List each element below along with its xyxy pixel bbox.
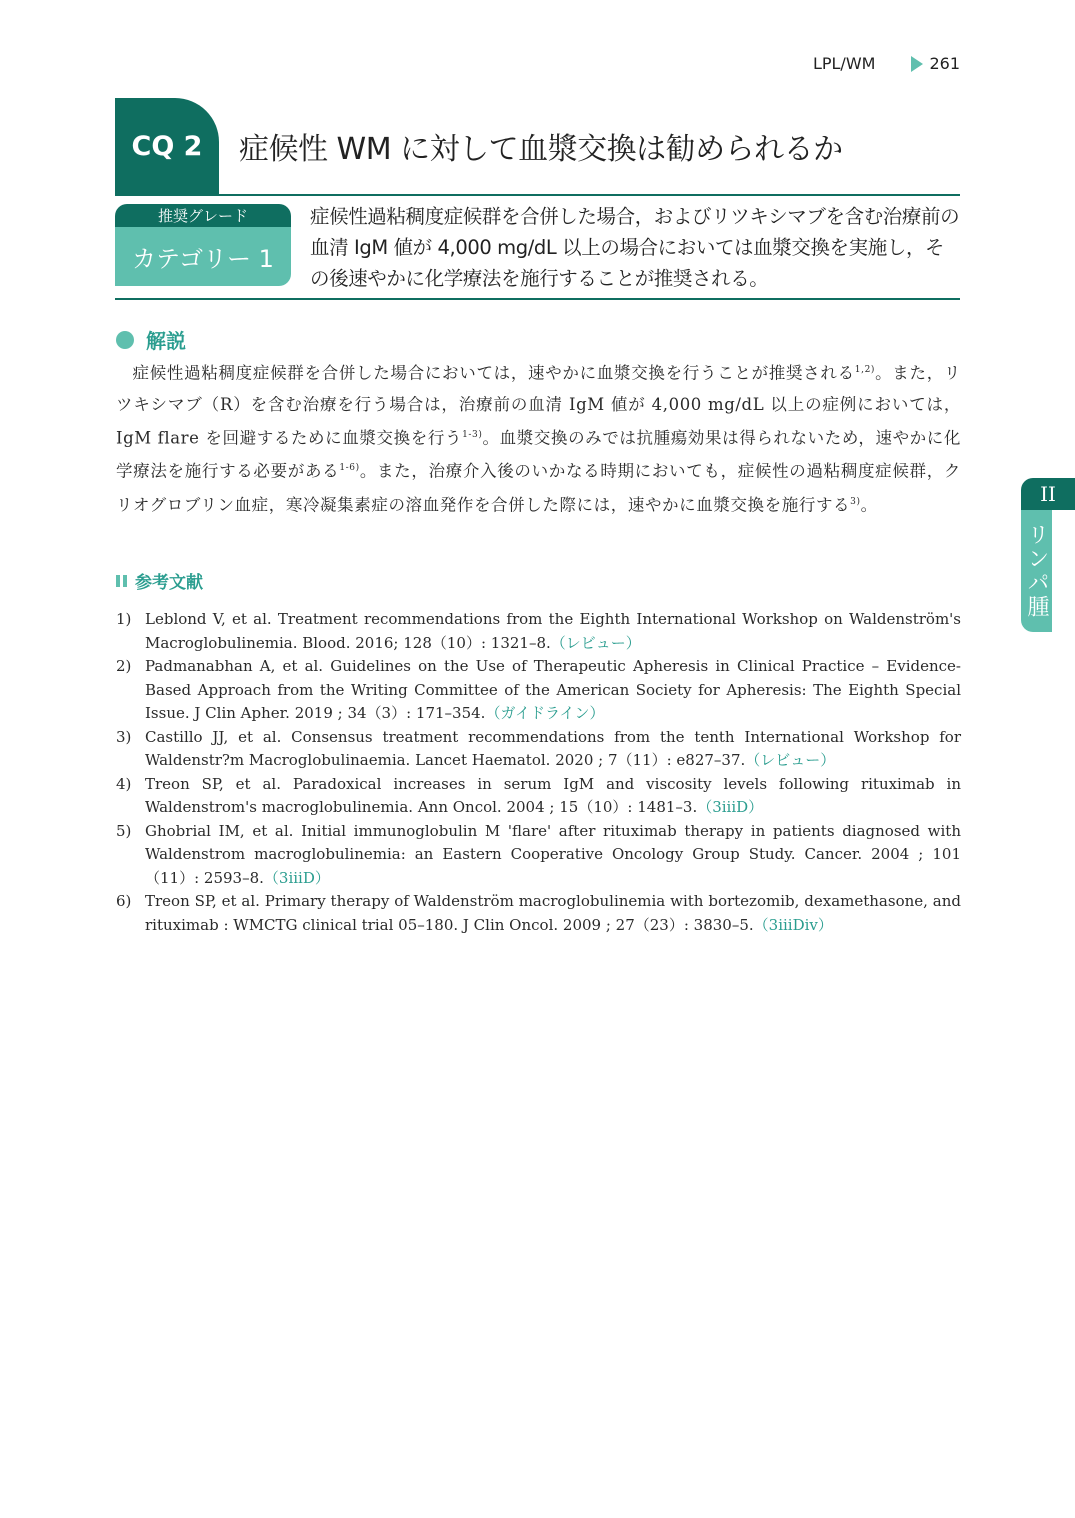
reference-list bbox=[116, 608, 961, 937]
reference-text: Treon SP, et al. Paradoxical increases in serum IgM and viscosity levels following rituximab in Waldenstrom's macroglobulinemia. Ann Oncol. 2004 ; 15（10）: 1481–3. bbox=[145, 774, 961, 816]
chapter-side-tab bbox=[1021, 478, 1075, 632]
commentary-text: 。また，治療介入後のいかなる時期においても，症候性の過粘稠度症候群，クリオグロブリン血症，寒冷凝集素症の溶血発作を合併した際には，速やかに血漿交換を施行する bbox=[116, 461, 961, 514]
triangle-icon bbox=[911, 56, 923, 72]
reference-text: Leblond V, et al. Treatment recommendations from the Eighth International Workshop on Waldenström's Macroglobulinemia. Blood. 2016; 128（10）: 1321–8. bbox=[145, 610, 961, 652]
commentary-text: 症候性過粘稠度症候群を合併した場合においては，速やかに血漿交換を行うことが推奨される bbox=[132, 363, 855, 383]
reference-tag: （3iiiD） bbox=[697, 798, 764, 816]
reference-number: 4) bbox=[116, 774, 132, 793]
reference-tag: （レビュー） bbox=[745, 751, 836, 769]
reference-tag: （ガイドライン） bbox=[485, 704, 605, 722]
chapter-label: リンパ腫 bbox=[1021, 510, 1052, 632]
reference-text: Padmanabhan A, et al. Guidelines on the Use of Therapeutic Apheresis in Clinical Practice – Evidence-Based Approach from the Writing Committee of the American Society for Apheresis: The Eighth Special Issue. J Clin Apher. 2019 ; 34（3）: 171–354. bbox=[145, 657, 961, 722]
commentary-text: 。また，リツキシマブ（R）を含む治療を行う場合は，治療前の血清 IgM 値が 4,000 mg/dL 以上の症例においては，IgM flare を回避するために血漿交換を行う bbox=[116, 363, 962, 447]
grade-label: 推奨グレード bbox=[115, 204, 291, 227]
cq-header bbox=[115, 98, 960, 196]
reference-tag: （3iiiDiv） bbox=[753, 915, 833, 934]
running-head-section: LPL/WM bbox=[812, 54, 876, 73]
chapter-number: II bbox=[1021, 478, 1075, 510]
page-number: 261 bbox=[929, 54, 960, 73]
references-heading-label: 参考文献 bbox=[135, 573, 203, 593]
citation: 3) bbox=[850, 496, 861, 507]
cq-title: 症候性 WM に対して血漿交換は勧められるか bbox=[239, 132, 843, 167]
reference-number: 2) bbox=[116, 657, 132, 675]
bullet-dot-icon bbox=[116, 331, 134, 349]
recommendation-box bbox=[115, 204, 960, 300]
commentary-body bbox=[116, 355, 961, 520]
citation: 1-6) bbox=[339, 463, 360, 473]
commentary-text: 。 bbox=[860, 495, 878, 514]
citation: 1,2) bbox=[854, 365, 876, 375]
citation: 1-3) bbox=[462, 429, 483, 440]
recommendation-text: 症候性過粘稠度症候群を合併した場合，およびリツキシマブを含む治療前の血清 IgM 値が 4,000 mg/dL 以上の場合においては血漿交換を実施し，その後速やかに化学療法を施行することが推奨される。 bbox=[310, 205, 960, 290]
commentary-text: 。血漿交換のみでは抗腫瘍効果は得られないため，速やかに化学療法を施行する必要がある bbox=[116, 428, 962, 481]
reference-item bbox=[116, 773, 961, 820]
cq-badge: CQ 2 bbox=[115, 98, 219, 194]
reference-number: 3) bbox=[116, 727, 132, 746]
reference-tag: （3iiiD） bbox=[263, 868, 330, 887]
commentary-heading-label: 解説 bbox=[146, 329, 186, 353]
double-bar-icon bbox=[116, 575, 127, 587]
reference-number: 5) bbox=[116, 821, 132, 840]
references-heading bbox=[116, 568, 203, 593]
commentary-paragraph bbox=[116, 355, 961, 520]
reference-number: 6) bbox=[116, 892, 132, 910]
reference-item bbox=[116, 820, 961, 891]
reference-item bbox=[116, 608, 961, 655]
commentary-heading bbox=[116, 325, 186, 354]
reference-item bbox=[116, 655, 961, 726]
reference-text: Ghobrial IM, et al. Initial immunoglobulin M 'flare' after rituximab therapy in patients diagnosed with Waldenstrom macroglobulinemia: an Eastern Cooperative Oncology Group Study. Cancer. 2004 ; 101（11）: 2593–8. bbox=[145, 821, 961, 887]
reference-text: Treon SP, et al. Primary therapy of Waldenström macroglobulinemia with bortezomib, dexamethasone, and rituximab : WMCTG clinical trial 05–180. J Clin Oncol. 2009 ; 27（23）: 3830–5. bbox=[145, 892, 961, 934]
grade-category: カテゴリー 1 bbox=[115, 227, 291, 286]
reference-item bbox=[116, 890, 961, 937]
reference-text: Castillo JJ, et al. Consensus treatment recommendations from the tenth International Workshop for Waldenstr?m Macroglobulinaemia. Lancet Haematol. 2020 ; 7（11）: e827–37. bbox=[145, 727, 961, 769]
running-head bbox=[813, 54, 960, 73]
reference-item bbox=[116, 726, 961, 773]
grade-badge bbox=[115, 204, 291, 286]
reference-tag: （レビュー） bbox=[550, 633, 641, 652]
reference-number: 1) bbox=[116, 610, 132, 628]
